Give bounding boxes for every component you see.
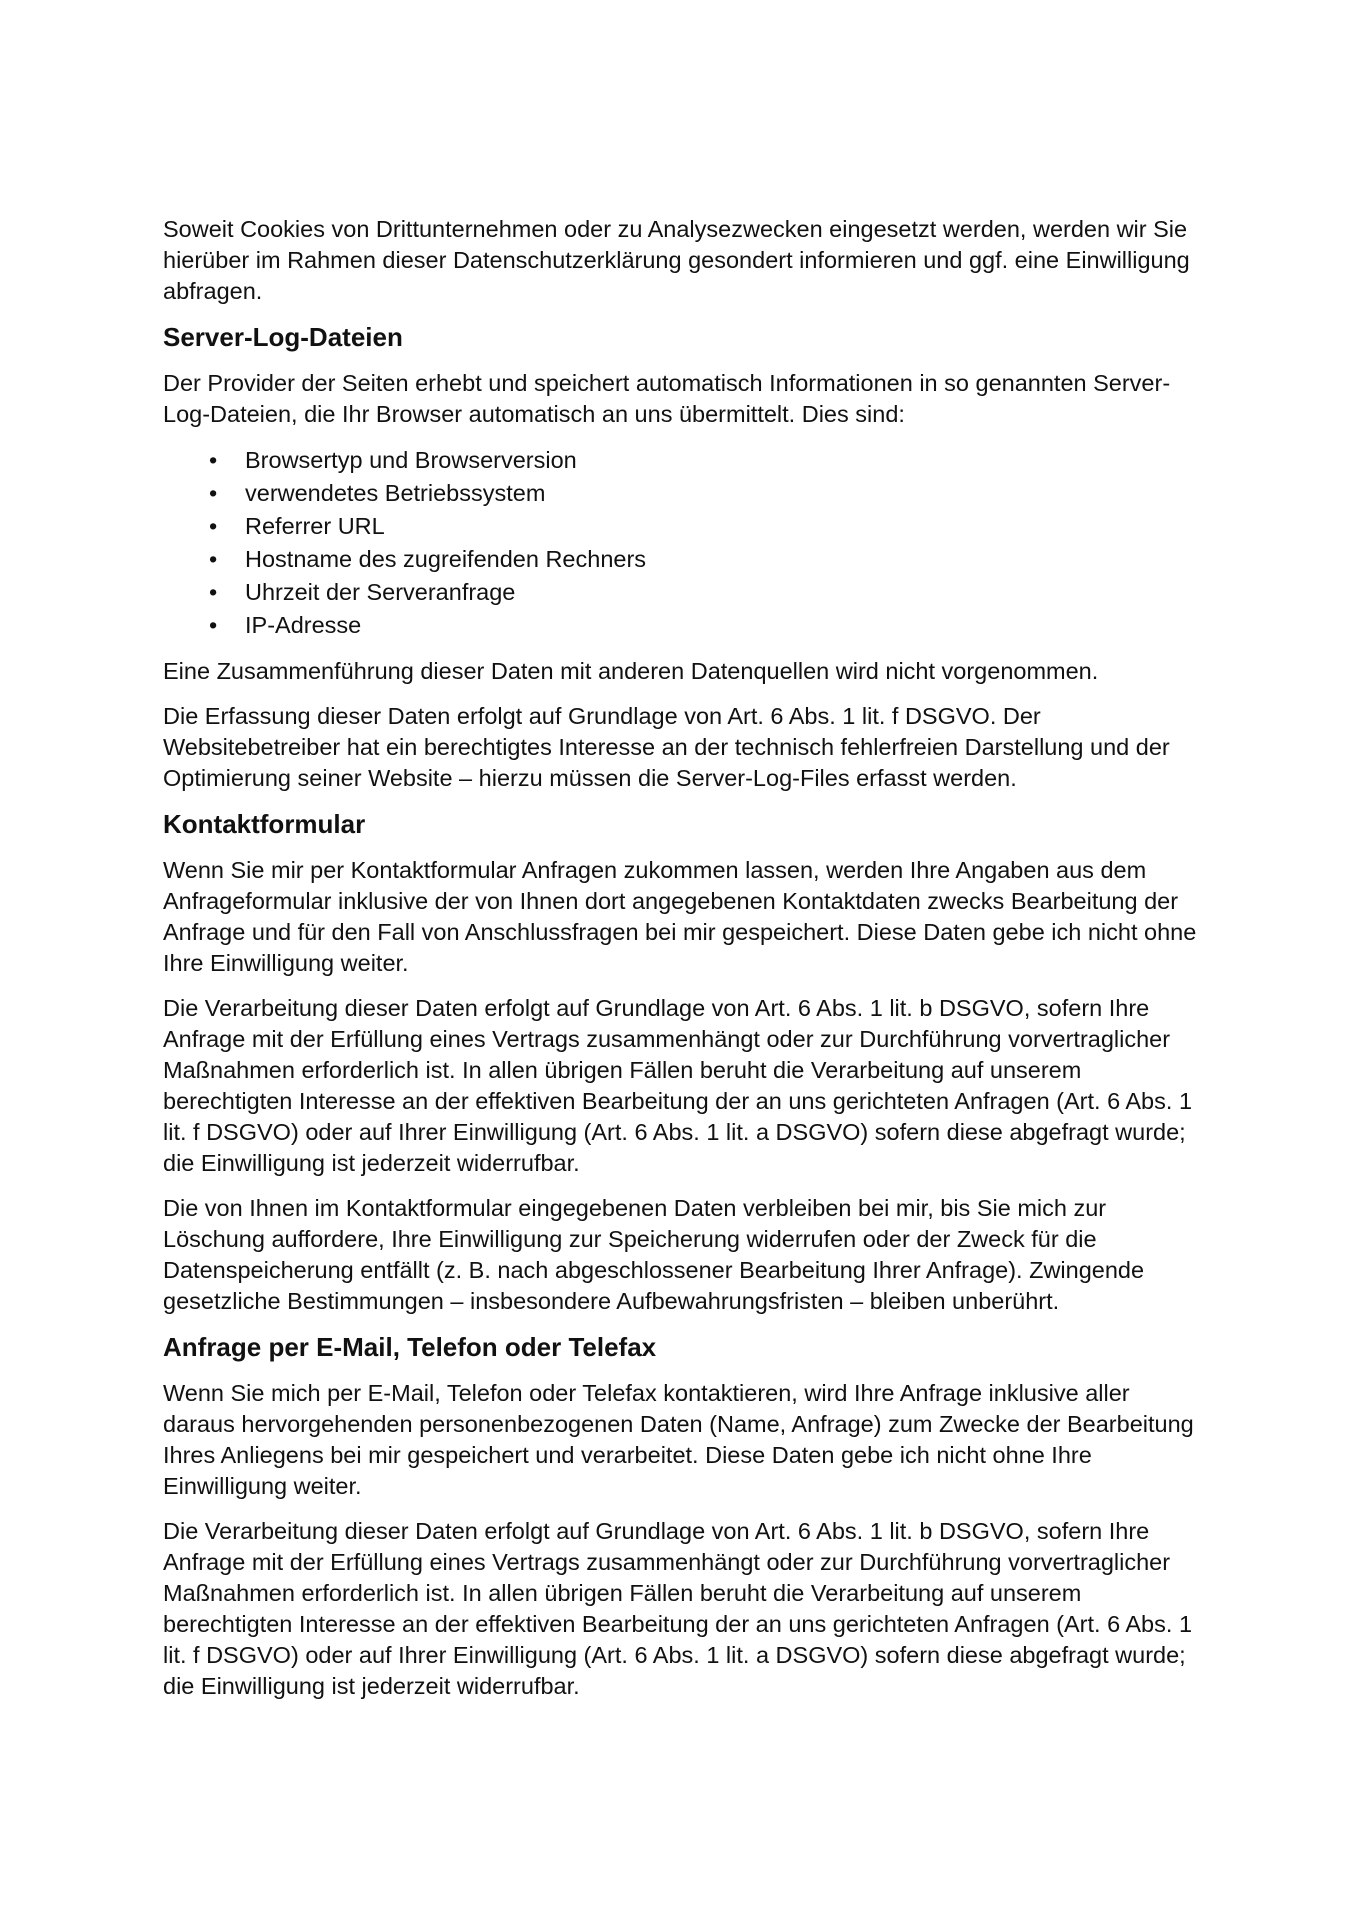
- section-anfrage: [163, 1331, 1203, 1702]
- list-item: • verwendetes Betriebssystem: [163, 477, 1203, 510]
- heading-server-log: Server-Log-Dateien: [163, 322, 403, 352]
- list-item: • Referrer URL: [163, 510, 1203, 543]
- kontaktformular-paragraph-3: Die von Ihnen im Kontaktformular eingegebenen Daten verbleiben bei mir, bis Sie mich zur Löschung auffordere, Ihre Einwilligung zur Speicherung widerrufen oder der Zweck für die Datenspeicherung entfällt (z. B. nach abgeschlossener Bearbeitung Ihrer Anfrage). Zwingende gesetzliche Bestimmungen – insbesondere Aufbewahrungsfristen – bleiben unberührt.: [163, 1195, 1145, 1314]
- anfrage-paragraph-2: Die Verarbeitung dieser Daten erfolgt auf Grundlage von Art. 6 Abs. 1 lit. b DSGVO, sofern Ihre Anfrage mit der Erfüllung eines Vertrags zusammenhängt oder zur Durchführung vorvertraglicher Maßnahmen erforderlich ist. In allen übrigen Fällen beruht die Verarbeitung auf unserem berechtigten Interesse an der effektiven Bearbeitung der an uns gerichteten Anfragen (Art. 6 Abs. 1 lit. f DSGVO) oder auf Ihrer Einwilligung (Art. 6 Abs. 1 lit. a DSGVO) sofern diese abgefragt wurde; die Einwilligung ist jederzeit widerrufbar.: [163, 1518, 1193, 1699]
- anfrage-paragraph-1: Wenn Sie mich per E-Mail, Telefon oder Telefax kontaktieren, wird Ihre Anfrage inklusive aller daraus hervorgehenden personenbezogenen Daten (Name, Anfrage) zum Zwecke der Bearbeitung Ihres Anliegens bei mir gespeichert und verarbeitet. Diese Daten gebe ich nicht ohne Ihre Einwilligung weiter.: [163, 1380, 1194, 1499]
- list-item: • Browsertyp und Browserversion: [163, 444, 1203, 477]
- document-page: [163, 214, 1203, 1716]
- section-server-log: [163, 321, 1203, 794]
- heading-anfrage: Anfrage per E-Mail, Telefon oder Telefax: [163, 1332, 657, 1362]
- server-log-paragraph-1: Eine Zusammenführung dieser Daten mit anderen Datenquellen wird nicht vorgenommen.: [163, 658, 1099, 684]
- kontaktformular-paragraph-1: Wenn Sie mir per Kontaktformular Anfragen zukommen lassen, werden Ihre Angaben aus dem Anfrageformular inklusive der von Ihnen dort angegebenen Kontaktdaten zwecks Bearbeitung der Anfrage und für den Fall von Anschlussfragen bei mir gespeichert. Diese Daten gebe ich nicht ohne Ihre Einwilligung weiter.: [163, 857, 1197, 976]
- server-log-list: [163, 444, 1203, 642]
- server-log-paragraph-2: Die Erfassung dieser Daten erfolgt auf Grundlage von Art. 6 Abs. 1 lit. f DSGVO. Der Websitebetreiber hat ein berechtigtes Interesse an der technisch fehlerfreien Darstellung und der Optimierung seiner Website – hierzu müssen die Server-Log-Files erfasst werden.: [163, 703, 1170, 791]
- section-kontaktformular: [163, 808, 1203, 1317]
- heading-kontaktformular: Kontaktformular: [163, 809, 366, 839]
- list-item: • Hostname des zugreifenden Rechners: [163, 543, 1203, 576]
- list-item: • Uhrzeit der Serveranfrage: [163, 576, 1203, 609]
- list-item: • IP-Adresse: [163, 609, 1203, 642]
- kontaktformular-paragraph-2: Die Verarbeitung dieser Daten erfolgt auf Grundlage von Art. 6 Abs. 1 lit. b DSGVO, sofern Ihre Anfrage mit der Erfüllung eines Vertrags zusammenhängt oder zur Durchführung vorvertraglicher Maßnahmen erforderlich ist. In allen übrigen Fällen beruht die Verarbeitung auf unserem berechtigten Interesse an der effektiven Bearbeitung der an uns gerichteten Anfragen (Art. 6 Abs. 1 lit. f DSGVO) oder auf Ihrer Einwilligung (Art. 6 Abs. 1 lit. a DSGVO) sofern diese abgefragt wurde; die Einwilligung ist jederzeit widerrufbar.: [163, 995, 1193, 1176]
- cookies-paragraph: Soweit Cookies von Drittunternehmen oder zu Analysezwecken eingesetzt werden, werden wir Sie hierüber im Rahmen dieser Datenschutzerklärung gesondert informieren und ggf. eine Einwilligung abfragen.: [163, 216, 1190, 304]
- server-log-intro: Der Provider der Seiten erhebt und speichert automatisch Informationen in so genannten Server-Log-Dateien, die Ihr Browser automatisch an uns übermittelt. Dies sind:: [163, 370, 1171, 427]
